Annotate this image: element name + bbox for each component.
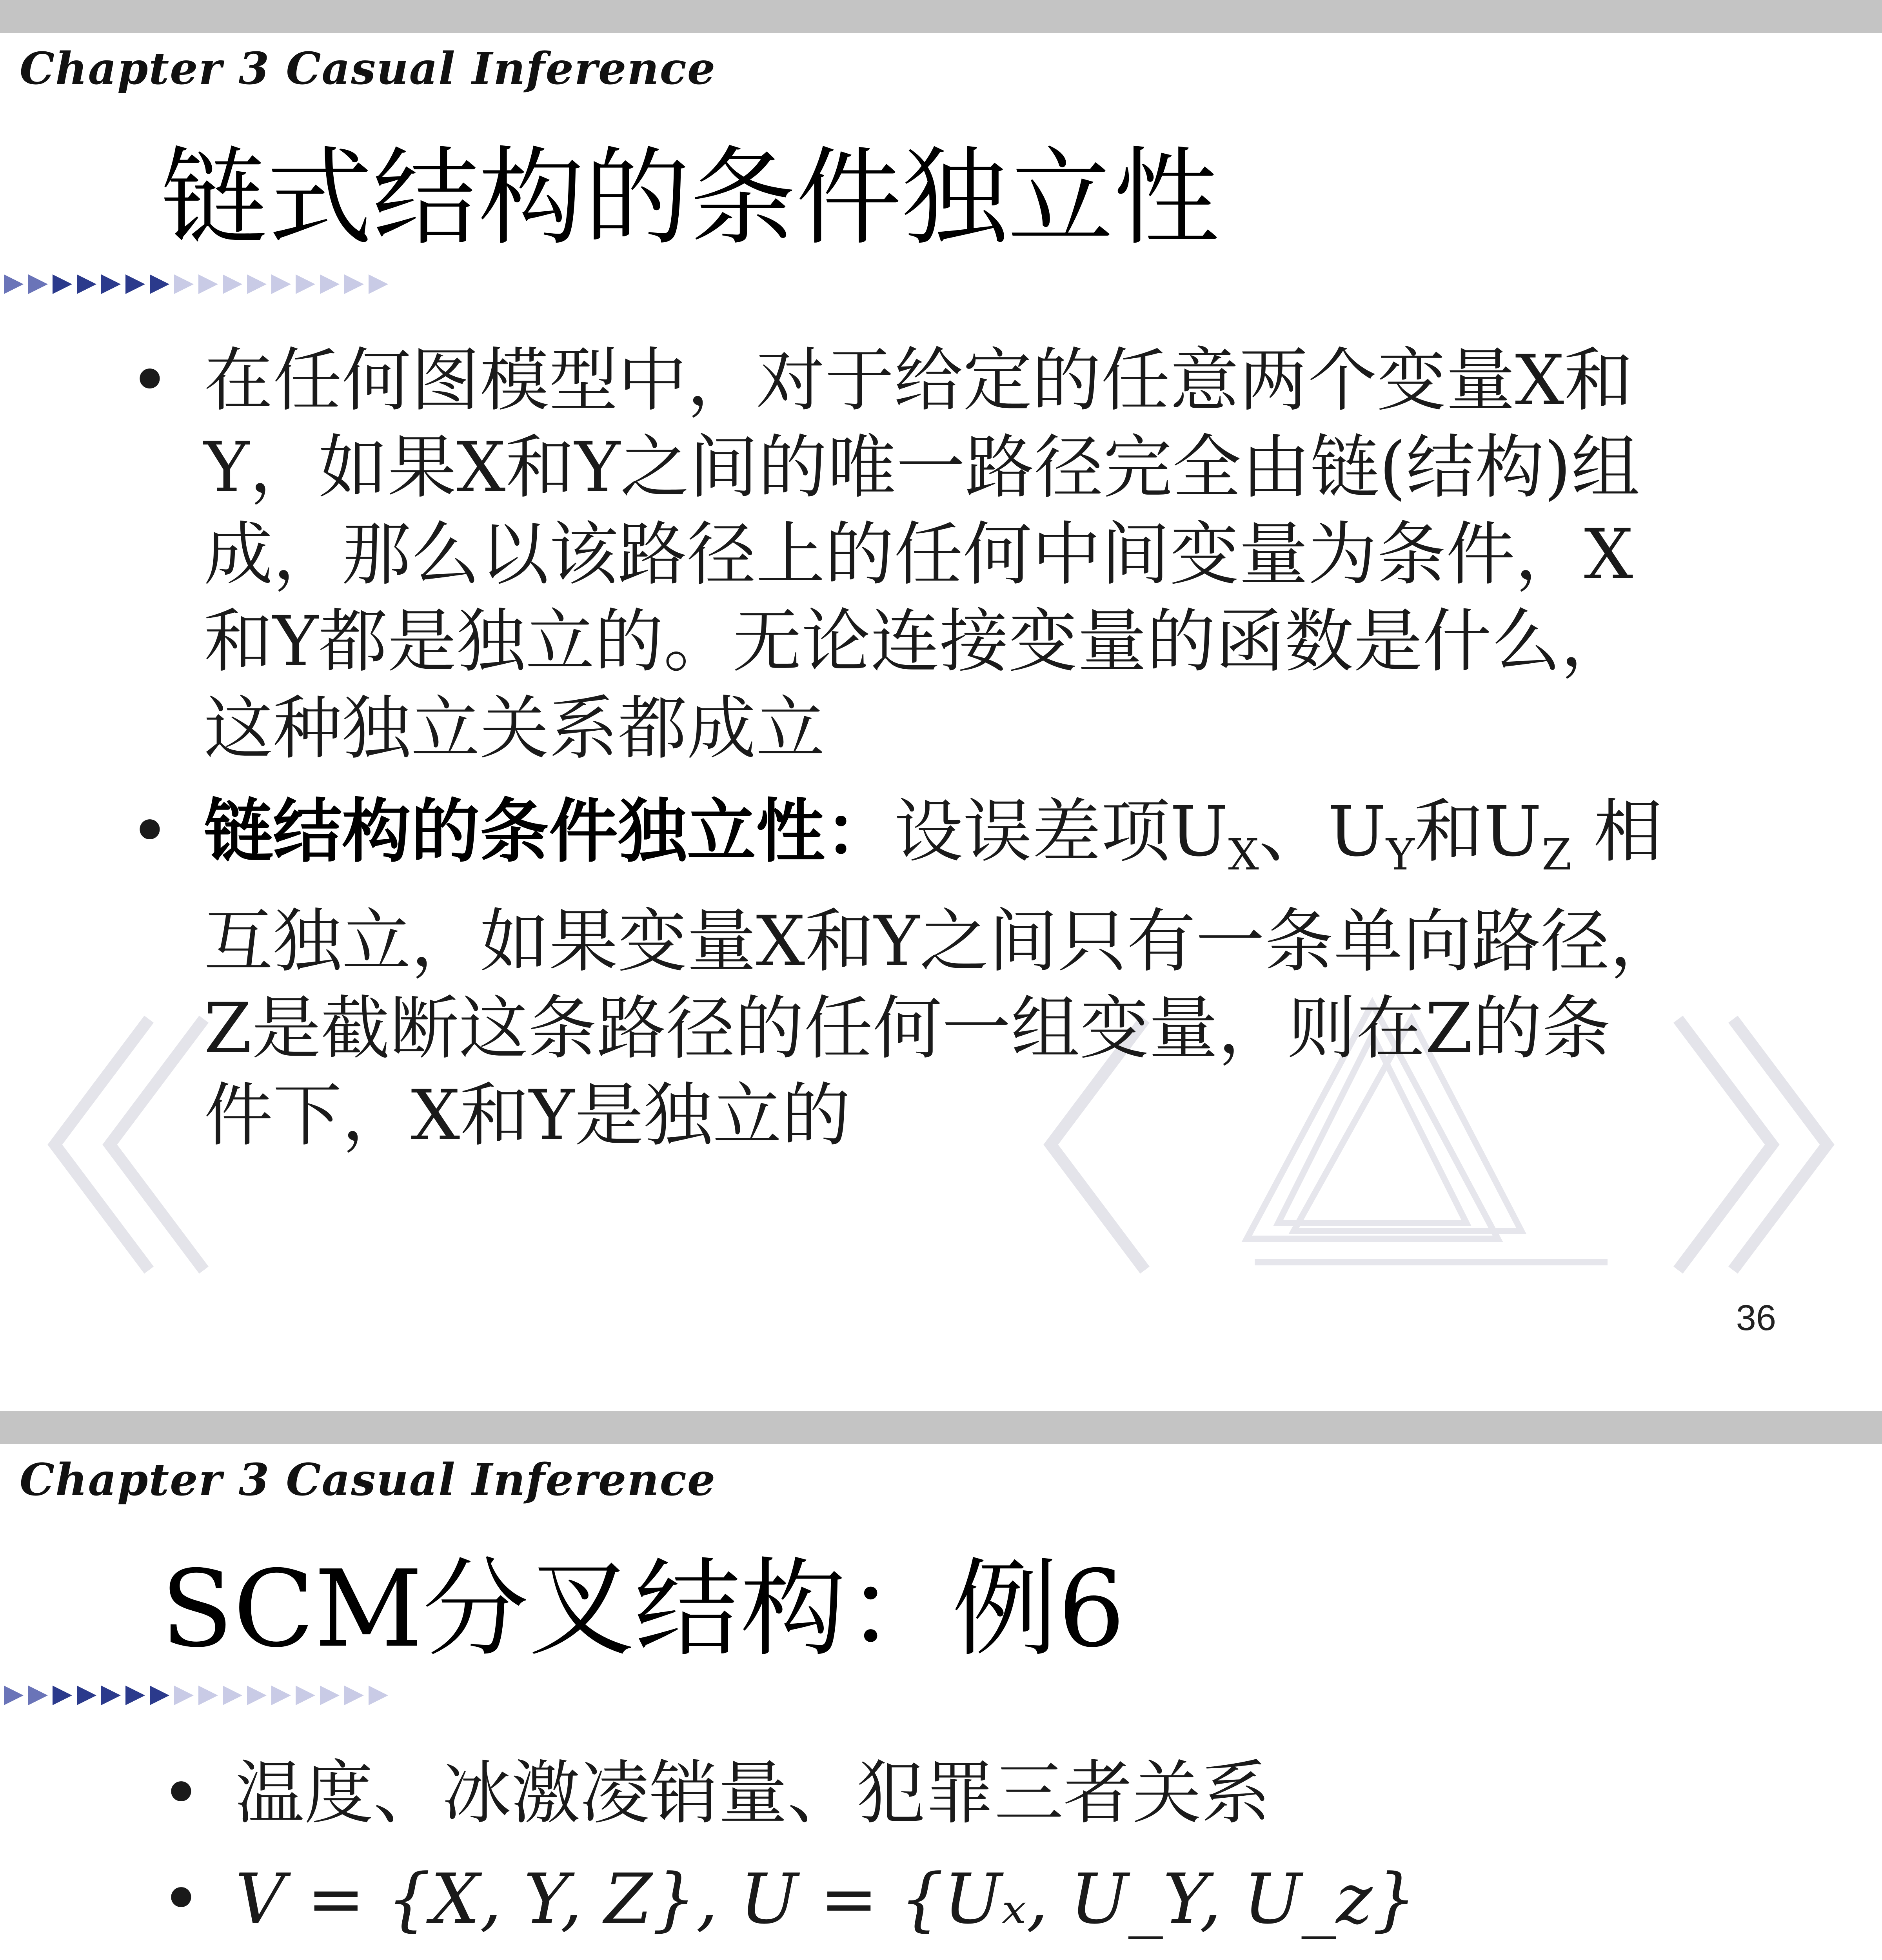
decor-arrow — [174, 274, 194, 294]
decor-arrow — [101, 274, 121, 294]
bullet1-line: 成，那么以该路径上的任何中间变量为条件，X — [204, 514, 1633, 595]
bullet-dot: • — [161, 1753, 202, 1833]
decor-arrow — [77, 274, 96, 294]
bullet-dot: • — [161, 1859, 202, 1939]
decor-arrow — [369, 274, 388, 294]
bullet1-line: 这种独立关系都成立 — [204, 688, 825, 769]
bullet-chain-independence — [129, 788, 1768, 1159]
bullet-dot: • — [129, 340, 170, 421]
decor-arrow — [4, 274, 24, 294]
chapter-header: Chapter 3 Casual Inference — [20, 1454, 716, 1506]
decor-arrow — [320, 274, 340, 294]
page-number: 36 — [1736, 1298, 1776, 1338]
subscript: Y — [1386, 829, 1415, 880]
equation: V = {X, Y, Z}, U = {Uₓ, U_Y, U_z} — [235, 1859, 1417, 1939]
chapter-header: Chapter 3 Casual Inference — [20, 43, 716, 94]
bullet2-text: 设误差项U — [894, 791, 1228, 872]
decor-arrow — [150, 274, 169, 294]
decor-arrow — [28, 274, 48, 294]
decor-arrow — [296, 274, 315, 294]
bullet2-text: 、U — [1259, 791, 1386, 872]
title-arrow-decoration — [0, 270, 431, 298]
decor-arrow — [271, 274, 291, 294]
bullet2-first-line — [204, 788, 1768, 898]
slide-title: 链式结构的条件独立性 — [161, 136, 1219, 260]
bullet1-line: 在任何图模型中，对于给定的任意两个变量X和 — [204, 340, 1633, 421]
slide-title: SCM分叉结构：例6 — [161, 1547, 1125, 1671]
bullet2-text: 相 — [1571, 791, 1663, 872]
fork-structure-diagram — [0, 1411, 1882, 1960]
decor-arrow — [223, 274, 242, 294]
subscript: X — [1228, 829, 1259, 880]
bullet-list — [129, 337, 1768, 1175]
decor-arrow — [344, 274, 364, 294]
decor-arrow — [125, 274, 145, 294]
bullet-text: 温度、冰激凌销量、犯罪三者关系 — [235, 1753, 1271, 1833]
top-bar — [0, 0, 1882, 33]
bullet2-line: Z是截断这条路径的任何一组变量，则在Z的条 — [204, 988, 1611, 1069]
subscript: Z — [1541, 829, 1572, 880]
bullet2-bold-lead: 链结构的条件独立性： — [204, 791, 894, 872]
bullet1-line: 和Y都是独立的。无论连接变量的函数是什么， — [204, 601, 1630, 682]
bullet2-line: 件下，X和Y是独立的 — [204, 1075, 851, 1156]
bullet2-line: 互独立，如果变量X和Y之间只有一条单向路径， — [204, 901, 1679, 982]
decor-arrow — [53, 274, 72, 294]
slide-37 — [0, 1411, 1882, 1960]
bullet-dot: • — [129, 791, 170, 871]
decor-arrow — [198, 274, 218, 294]
bullet2-text: 和U — [1414, 791, 1542, 872]
decor-arrow — [247, 274, 267, 294]
bullet-chain-definition — [129, 337, 1768, 772]
bullet1-line: Y，如果X和Y之间的唯一路径完全由链(结构)组 — [204, 427, 1640, 508]
